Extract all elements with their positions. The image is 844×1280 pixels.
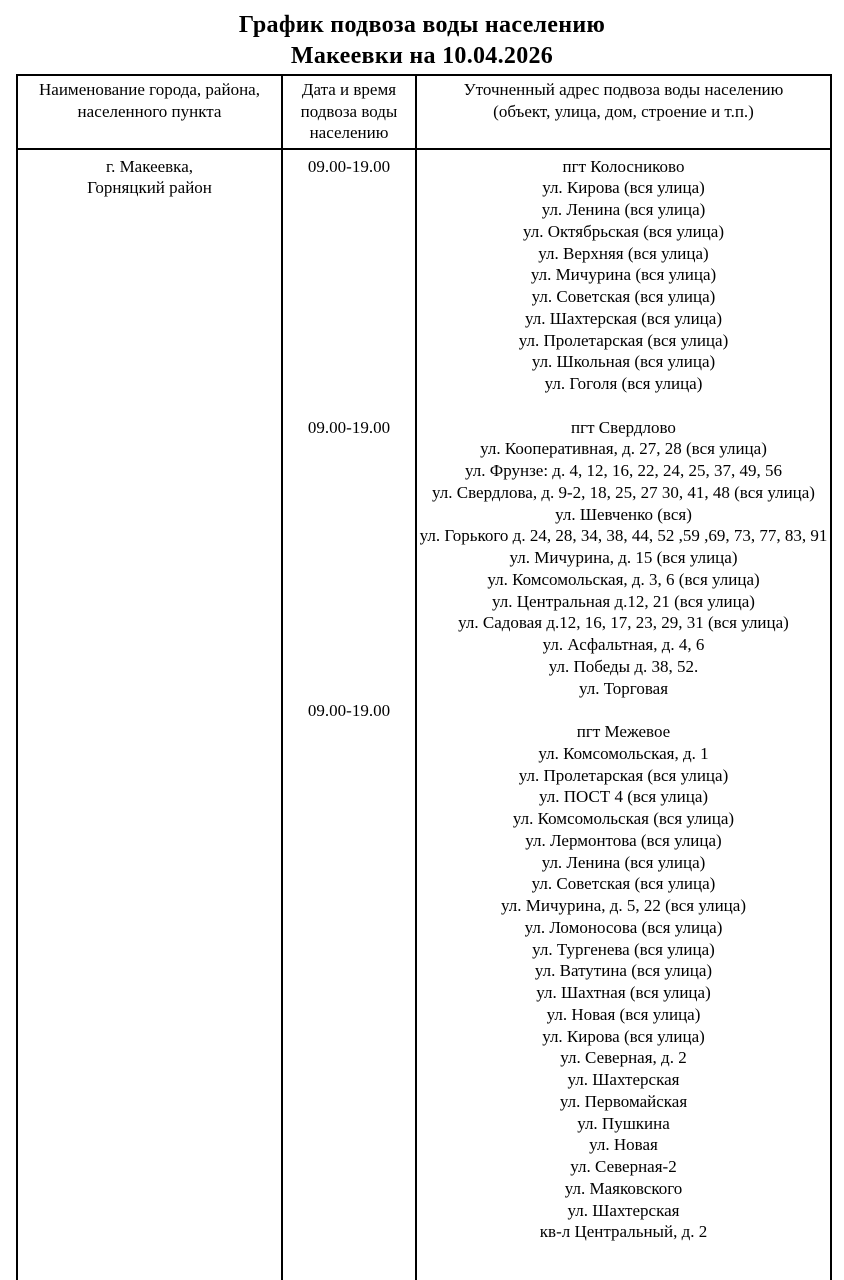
water-delivery-table xyxy=(16,74,832,1280)
address-block xyxy=(419,156,828,395)
street-line: ул. Асфальтная, д. 4, 6 xyxy=(542,635,705,654)
street-line: ул. Шахтерская (вся улица) xyxy=(525,308,722,328)
table-body-row xyxy=(18,150,830,1280)
location-line1: г. Макеевка, xyxy=(106,156,193,176)
address-block xyxy=(419,721,828,1243)
time-slot: 09.00-19.00 xyxy=(307,417,391,437)
street-line: ул. Фрунзе: д. 4, 12, 16, 22, 24, 25, 37, 49, 56 xyxy=(465,461,782,480)
street-line: ул. Комсомольская (вся улица) xyxy=(512,809,735,828)
street-line: ул. Мичурина, д. 15 (вся улица) xyxy=(509,548,738,567)
street-line: ул. Комсомольская, д. 3, 6 (вся улица) xyxy=(487,569,760,589)
street-line: ул. Лермонтова (вся улица) xyxy=(525,830,722,850)
time-column xyxy=(283,150,417,1280)
settlement-name: пгт Межевое xyxy=(576,722,671,741)
street-line: ул. ПОСТ 4 (вся улица) xyxy=(538,787,709,807)
header-address-line2: (объект, улица, дом, строение и т.п.) xyxy=(493,101,754,121)
settlement-name: пгт Свердлово xyxy=(571,417,676,437)
street-line: ул. Новая xyxy=(589,1135,658,1155)
table-header-row xyxy=(18,76,830,150)
settlement-name: пгт Колосниково xyxy=(562,156,685,176)
location-cell xyxy=(18,150,283,1280)
header-address-line1: Уточненный адрес подвоза воды населению xyxy=(463,80,784,99)
page-title xyxy=(0,0,844,72)
street-line: ул. Садовая д.12, 16, 17, 23, 29, 31 (вся улица) xyxy=(458,613,789,633)
street-line: ул. Ватутина (вся улица) xyxy=(534,961,713,981)
street-line: ул. Октябрьская (вся улица) xyxy=(523,221,724,241)
street-line: ул. Северная-2 xyxy=(570,1157,677,1176)
time-slot: 09.00-19.00 xyxy=(307,156,391,176)
street-line: ул. Свердлова, д. 9-2, 18, 25, 27 30, 41, 48 (вся улица) xyxy=(432,482,815,502)
street-line: ул. Кирова (вся улица) xyxy=(542,1026,705,1046)
page-title-line2: Макеевки на 10.04.2026 xyxy=(290,43,554,69)
header-datetime: Дата и время подвоза воды населению xyxy=(283,76,417,148)
street-line: ул. Торговая xyxy=(578,678,669,698)
page-title-line1: График подвоза воды населению xyxy=(238,12,606,38)
street-line: ул. Шахтная (вся улица) xyxy=(536,983,711,1002)
street-line: ул. Горького д. 24, 28, 34, 38, 44, 52 ,59 ,69, 73, 77, 83, 91 xyxy=(419,526,828,546)
street-line: кв-л Центральный, д. 2 xyxy=(539,1222,708,1242)
street-line: ул. Комсомольская, д. 1 xyxy=(538,743,709,763)
street-line: ул. Мичурина (вся улица) xyxy=(530,265,717,285)
header-address xyxy=(417,76,830,148)
street-line: ул. Советская (вся улица) xyxy=(531,287,716,306)
street-line: ул. Шахтерская xyxy=(567,1070,680,1089)
address-column xyxy=(417,150,830,1280)
street-line: ул. Пушкина xyxy=(577,1113,670,1133)
street-line: ул. Победы д. 38, 52. xyxy=(548,656,699,676)
street-line: ул. Советская (вся улица) xyxy=(531,874,716,894)
header-location: Наименование города, района, населенного пункта xyxy=(18,76,283,148)
street-line: ул. Школьная (вся улица) xyxy=(531,352,716,372)
street-line: ул. Северная, д. 2 xyxy=(560,1048,687,1068)
street-line: ул. Новая (вся улица) xyxy=(546,1004,701,1024)
street-line: ул. Кирова (вся улица) xyxy=(542,178,705,198)
street-line: ул. Маяковского xyxy=(564,1178,683,1198)
time-slot: 09.00-19.00 xyxy=(307,700,391,720)
address-block xyxy=(419,417,828,700)
location-line2: Горняцкий район xyxy=(87,178,212,198)
street-line: ул. Ленина (вся улица) xyxy=(541,852,706,872)
street-line: ул. Центральная д.12, 21 (вся улица) xyxy=(492,591,755,611)
street-line: ул. Мичурина, д. 5, 22 (вся улица) xyxy=(501,896,746,915)
street-line: ул. Шевченко (вся) xyxy=(555,504,692,524)
street-line: ул. Первомайская xyxy=(559,1091,688,1111)
street-line: ул. Ленина (вся улица) xyxy=(541,200,706,219)
street-line: ул. Тургенева (вся улица) xyxy=(532,939,715,959)
street-line: ул. Пролетарская (вся улица) xyxy=(518,765,729,785)
street-line: ул. Верхняя (вся улица) xyxy=(538,243,709,263)
street-line: ул. Ломоносова (вся улица) xyxy=(524,917,723,937)
street-line: ул. Гоголя (вся улица) xyxy=(544,374,703,393)
street-line: ул. Шахтерская xyxy=(567,1200,680,1220)
street-line: ул. Кооперативная, д. 27, 28 (вся улица) xyxy=(480,439,767,459)
street-line: ул. Пролетарская (вся улица) xyxy=(518,330,729,350)
